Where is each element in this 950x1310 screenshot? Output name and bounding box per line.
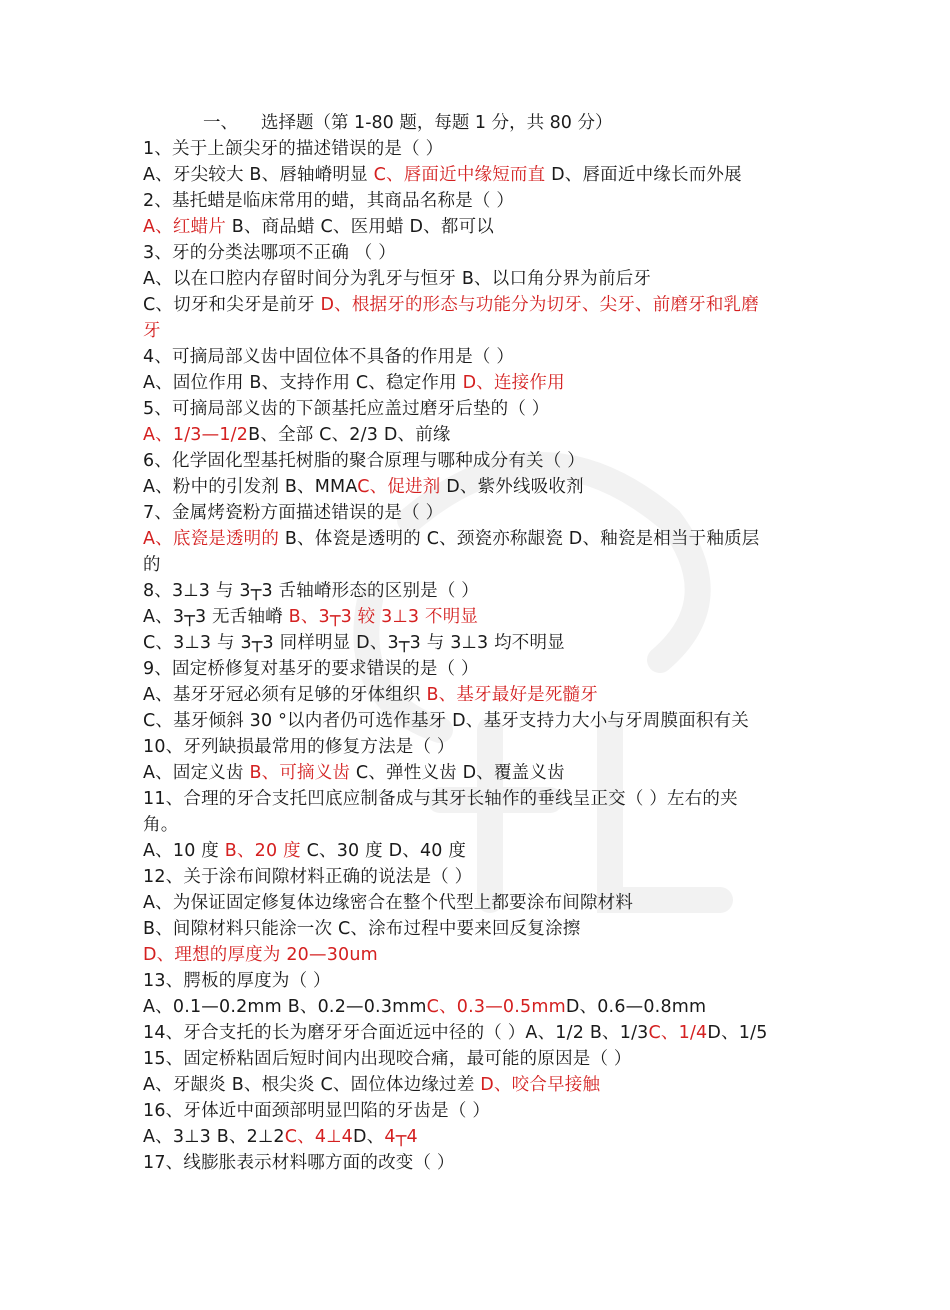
answer-text: 牙 [143,321,161,341]
answer-text: D、根据牙的形态与功能分为切牙、尖牙、前磨牙和乳磨 [320,295,759,315]
text-line [143,578,823,604]
question-text: C、弹性义齿 D、覆盖义齿 [350,763,565,783]
question-text: D、0.6—0.8mm [565,997,707,1017]
text-line [143,266,823,292]
question-text: B、间隙材料只能涂一次 C、涂布过程中要来回反复涂擦 [143,919,581,939]
question-text: 1、关于上颌尖牙的描述错误的是（ ） [143,139,444,159]
text-line [143,812,823,838]
question-text: 15、固定桥粘固后短时间内出现咬合痛，最可能的原因是（ ） [143,1049,632,1069]
answer-text: C、唇面近中缘短而直 [373,165,546,185]
question-text: B、全部 C、2/3 D、前缘 [248,425,451,445]
question-text: 13、腭板的厚度为（ ） [143,971,331,991]
question-text: A、牙龈炎 B、根尖炎 C、固位体边缘过差 [143,1075,481,1095]
question-text: 17、线膨胀表示材料哪方面的改变（ ） [143,1153,455,1173]
text-line [143,162,823,188]
text-line [143,890,823,916]
answer-text: D、咬合早接触 [480,1075,601,1095]
question-text: 3、牙的分类法哪项不正确 （ ） [143,243,396,263]
question-text: 5、可摘局部义齿的下颌基托应盖过磨牙后垫的（ ） [143,399,550,419]
answer-text: C、0.3—0.5mm [426,997,566,1017]
question-text: D、 [353,1127,385,1147]
text-line [143,994,823,1020]
answer-text: B、可摘义齿 [249,763,351,783]
question-text: 9、固定桥修复对基牙的要求错误的是（ ） [143,659,479,679]
text-line [143,1098,823,1124]
text-line [143,942,823,968]
answer-text: A、1/3—1/2 [143,425,249,445]
question-text: 16、牙体近中面颈部明显凹陷的牙齿是（ ） [143,1101,491,1121]
text-line [143,136,823,162]
text-line [143,1046,823,1072]
question-text: 的 [143,555,161,575]
question-text: A、10 度 [143,841,225,861]
question-text: C、切牙和尖牙是前牙 [143,295,321,315]
text-line [143,500,823,526]
text-line [143,474,823,500]
question-text: B、商品蜡 C、医用蜡 D、都可以 [225,217,494,237]
question-text: D、1/5 [707,1023,768,1043]
text-line [143,318,823,344]
text-line [143,526,823,552]
question-text: A、基牙牙冠必须有足够的牙体组织 [143,685,427,705]
text-line [143,734,823,760]
question-text: 8、3⊥3 与 3┬3 舌轴嵴形态的区别是（ ） [143,581,480,601]
answer-text: B、20 度 [224,841,301,861]
text-line [143,214,823,240]
question-text: 7、金属烤瓷粉方面描述错误的是（ ） [143,503,444,523]
question-text: D、紫外线吸收剂 [440,477,584,497]
question-list [143,136,823,1176]
question-text: A、牙尖较大 B、唇轴嵴明显 [143,165,374,185]
text-line [143,968,823,994]
text-line [143,1150,823,1176]
text-line [143,1020,823,1046]
answer-text: B、3┬3 较 3⊥3 不明显 [288,607,479,627]
text-line [143,370,823,396]
question-text: C、3⊥3 与 3┬3 同样明显 D、3┬3 与 3⊥3 均不明显 [143,633,565,653]
answer-text: D、理想的厚度为 20—30um [143,945,378,965]
text-line [143,1124,823,1150]
question-text: 角。 [143,815,179,835]
text-line [143,708,823,734]
text-line [143,396,823,422]
answer-text: C、4⊥4 [284,1127,353,1147]
text-line [143,838,823,864]
text-line [143,916,823,942]
section-number: 一、 [203,113,238,133]
answer-text: C、1/4 [648,1023,708,1043]
text-line [143,344,823,370]
question-text: B、体瓷是透明的 C、颈瓷亦称龈瓷 D、釉瓷是相当于釉质层 [279,529,760,549]
question-text: A、粉中的引发剂 B、MMA [143,477,358,497]
text-line [143,240,823,266]
question-text: 6、化学固化型基托树脂的聚合原理与哪种成分有关（ ） [143,451,585,471]
section-title: 选择题（第 1-80 题，每题 1 分，共 80 分） [261,113,613,133]
answer-text: C、促进剂 [357,477,441,497]
question-text: 10、牙列缺损最常用的修复方法是（ ） [143,737,455,757]
text-line [143,682,823,708]
text-line [143,604,823,630]
question-text: D、唇面近中缘长而外展 [545,165,742,185]
question-text: 4、可摘局部义齿中固位体不具备的作用是（ ） [143,347,515,367]
text-line [143,448,823,474]
question-text: 12、关于涂布间隙材料正确的说法是（ ） [143,867,473,887]
answer-text: D、连接作用 [462,373,565,393]
question-text: A、为保证固定修复体边缘密合在整个代型上都要涂布间隙材料 [143,893,634,913]
question-text: A、以在口腔内存留时间分为乳牙与恒牙 B、以口角分界为前后牙 [143,269,652,289]
text-line [143,760,823,786]
answer-text: B、基牙最好是死髓牙 [426,685,598,705]
question-text: A、3⊥3 B、2⊥2 [143,1127,285,1147]
answer-text: 4┬4 [384,1127,418,1147]
section-heading [143,110,823,136]
text-line [143,422,823,448]
text-line [143,1072,823,1098]
text-line [143,188,823,214]
text-line [143,630,823,656]
question-text: C、30 度 D、40 度 [300,841,467,861]
question-text: 11、合理的牙合支托凹底应制备成与其牙长轴作的垂线呈正交（ ）左右的夹 [143,789,738,809]
exam-page [143,110,823,1176]
question-text: C、基牙倾斜 30 °以内者仍可选作基牙 D、基牙支持力大小与牙周膜面积有关 [143,711,749,731]
question-text: A、0.1—0.2mm B、0.2—0.3mm [143,997,427,1017]
text-line [143,552,823,578]
question-text: A、固位作用 B、支持作用 C、稳定作用 [143,373,463,393]
question-text: A、固定义齿 [143,763,250,783]
question-text: 14、牙合支托的长为磨牙牙合面近远中径的（ ）A、1/2 B、1/3 [143,1023,649,1043]
text-line [143,864,823,890]
text-line [143,292,823,318]
text-line [143,656,823,682]
question-text: A、3┬3 无舌轴嵴 [143,607,289,627]
answer-text: A、底瓷是透明的 [143,529,280,549]
question-text: 2、基托蜡是临床常用的蜡，其商品名称是（ ） [143,191,515,211]
answer-text: A、红蜡片 [143,217,226,237]
text-line [143,786,823,812]
